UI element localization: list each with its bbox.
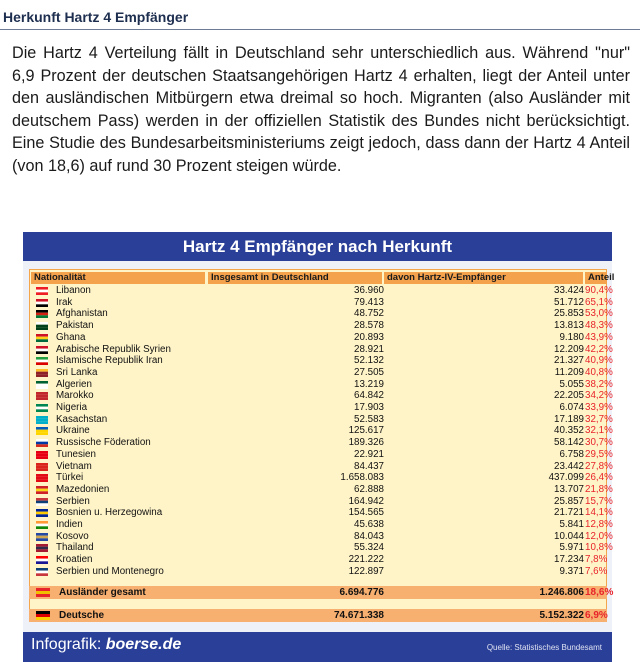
row-total: 55.324 bbox=[354, 542, 384, 554]
table-row bbox=[31, 425, 613, 437]
brand-prefix: Infografik: bbox=[31, 636, 106, 653]
row-total: 45.638 bbox=[354, 519, 384, 530]
flag-icon bbox=[36, 404, 48, 412]
row-nationality: Ghana bbox=[56, 331, 86, 343]
table-row bbox=[31, 413, 613, 426]
row-total: 36.960 bbox=[354, 285, 384, 296]
row-hartz4: 5.841 bbox=[559, 519, 584, 530]
row-total: 122.897 bbox=[348, 565, 384, 577]
column-header-total: Insgesamt in Deutschland bbox=[208, 272, 382, 284]
table-row bbox=[31, 331, 613, 344]
row-hartz4: 5.971 bbox=[559, 542, 584, 554]
row-total: 164.942 bbox=[348, 495, 384, 507]
row-nationality: Nigeria bbox=[56, 402, 88, 413]
row-nationality: Kroatien bbox=[56, 554, 93, 566]
flag-icon bbox=[36, 381, 48, 389]
flag-icon bbox=[36, 498, 48, 506]
row-total: 48.752 bbox=[354, 308, 384, 320]
row-nationality: Islamische Republik Iran bbox=[56, 355, 163, 367]
row-total: 125.617 bbox=[348, 425, 384, 437]
header-divider bbox=[0, 29, 640, 30]
row-hartz4: 9.371 bbox=[559, 565, 584, 577]
table-row bbox=[31, 519, 613, 531]
row-hartz4: 22.205 bbox=[554, 390, 584, 402]
row-nationality: Pakistan bbox=[56, 320, 94, 332]
row-hartz4: 21.327 bbox=[554, 355, 584, 367]
brand-name: boerse.de bbox=[105, 636, 182, 653]
table-row bbox=[31, 495, 613, 508]
row-nationality: Mazedonien bbox=[56, 483, 110, 495]
row-share: 27,8% bbox=[585, 460, 613, 472]
flag-icon bbox=[36, 287, 48, 295]
row-hartz4: 17.189 bbox=[554, 413, 584, 425]
table-row bbox=[31, 343, 613, 356]
row-hartz4: 12.209 bbox=[554, 343, 584, 355]
page-title: Herkunft Hartz 4 Empfänger bbox=[3, 9, 189, 25]
summary-share: 6,9% bbox=[585, 610, 608, 621]
table-row bbox=[31, 355, 613, 367]
row-total: 64.842 bbox=[354, 390, 384, 402]
summary-label: Ausländer gesamt bbox=[59, 587, 146, 598]
row-nationality: Thailand bbox=[56, 542, 94, 554]
flag-icon bbox=[36, 544, 48, 552]
row-nationality: Russische Föderation bbox=[56, 437, 151, 449]
flag-icon bbox=[36, 463, 48, 471]
source-note: Quelle: Statistisches Bundesamt bbox=[486, 643, 602, 652]
flag-icon bbox=[36, 392, 48, 400]
row-share: 38,2% bbox=[585, 378, 613, 390]
row-share: 43,9% bbox=[585, 331, 613, 343]
row-hartz4: 25.853 bbox=[554, 308, 584, 320]
summary-total: 6.694.776 bbox=[339, 587, 384, 598]
row-share: 65,1% bbox=[585, 296, 613, 308]
flag-icon bbox=[36, 486, 48, 494]
row-nationality: Marokko bbox=[56, 390, 94, 402]
row-share: 33,9% bbox=[585, 402, 613, 413]
flag-icon bbox=[36, 474, 48, 482]
row-nationality: Serbien und Montenegro bbox=[56, 565, 164, 577]
row-share: 12,8% bbox=[585, 519, 613, 530]
brand-logo bbox=[31, 636, 181, 654]
row-share: 32,7% bbox=[585, 413, 613, 425]
row-hartz4: 13.813 bbox=[554, 320, 584, 332]
row-share: 34,2% bbox=[585, 390, 613, 402]
flag-icon bbox=[36, 369, 48, 377]
flag-icon bbox=[36, 568, 48, 576]
table-row bbox=[31, 285, 613, 297]
flag-icon bbox=[36, 439, 48, 447]
summary-row bbox=[29, 586, 614, 599]
row-total: 84.043 bbox=[354, 530, 384, 542]
table-row bbox=[31, 308, 613, 320]
row-nationality: Algerien bbox=[56, 378, 92, 390]
row-total: 52.583 bbox=[354, 413, 384, 425]
row-nationality: Sri Lanka bbox=[56, 366, 98, 378]
infographic-footer bbox=[23, 632, 612, 662]
flag-icon bbox=[36, 533, 48, 541]
row-total: 17.903 bbox=[354, 402, 384, 413]
row-total: 154.565 bbox=[348, 507, 384, 519]
row-share: 42,2% bbox=[585, 343, 613, 355]
row-hartz4: 23.442 bbox=[554, 460, 584, 472]
flag-icon bbox=[36, 521, 48, 529]
table-row bbox=[31, 554, 607, 566]
row-share: 40,9% bbox=[585, 355, 613, 367]
table-row bbox=[31, 542, 613, 554]
row-total: 20.893 bbox=[354, 331, 384, 343]
row-share: 40,8% bbox=[585, 366, 613, 378]
infographic-title: Hartz 4 Empfänger nach Herkunft bbox=[23, 232, 612, 261]
row-hartz4: 11.209 bbox=[554, 366, 584, 378]
row-hartz4: 58.142 bbox=[554, 437, 584, 449]
row-total: 13.219 bbox=[354, 378, 384, 390]
row-nationality: Ukraine bbox=[56, 425, 90, 437]
row-share: 53,0% bbox=[585, 308, 613, 320]
column-header-nationality: Nationalität bbox=[31, 272, 205, 284]
flag-icon bbox=[36, 322, 48, 330]
row-nationality: Libanon bbox=[56, 285, 91, 296]
summary-label: Deutsche bbox=[59, 610, 105, 621]
row-hartz4: 21.721 bbox=[554, 507, 584, 519]
row-hartz4: 6.074 bbox=[559, 402, 584, 413]
row-hartz4: 9.180 bbox=[559, 331, 584, 343]
row-nationality: Irak bbox=[56, 296, 73, 308]
table-row bbox=[31, 472, 613, 484]
row-total: 27.505 bbox=[354, 366, 384, 378]
flag-icon bbox=[36, 334, 48, 342]
row-hartz4: 13.707 bbox=[554, 483, 584, 495]
table-row bbox=[31, 483, 613, 496]
flag-icon bbox=[36, 346, 48, 354]
row-hartz4: 17.234 bbox=[554, 554, 584, 566]
row-hartz4: 25.857 bbox=[554, 495, 584, 507]
summary-row bbox=[29, 609, 607, 622]
row-share: 10,8% bbox=[585, 542, 613, 554]
flag-icon bbox=[36, 416, 48, 424]
table-row bbox=[31, 566, 607, 578]
row-total: 28.578 bbox=[354, 320, 384, 332]
row-share: 12,0% bbox=[585, 530, 613, 542]
row-nationality: Kosovo bbox=[56, 530, 89, 542]
row-hartz4: 5.055 bbox=[559, 378, 584, 390]
table-row bbox=[31, 366, 613, 379]
row-share: 30,7% bbox=[585, 437, 613, 449]
row-nationality: Arabische Republik Syrien bbox=[56, 343, 171, 355]
table-row bbox=[31, 460, 613, 473]
table-row bbox=[31, 378, 613, 391]
row-hartz4: 6.758 bbox=[559, 448, 584, 460]
row-total: 221.222 bbox=[348, 554, 384, 566]
row-total: 28.921 bbox=[354, 343, 384, 355]
table-row bbox=[31, 507, 613, 519]
table-row bbox=[31, 402, 613, 414]
row-total: 189.326 bbox=[348, 437, 384, 449]
row-hartz4: 33.424 bbox=[554, 285, 584, 296]
row-share: 21,8% bbox=[585, 483, 613, 495]
row-share: 90,4% bbox=[585, 285, 613, 296]
flag-icon bbox=[36, 299, 48, 307]
row-share: 7,6% bbox=[585, 565, 608, 577]
row-share: 32,1% bbox=[585, 425, 613, 437]
row-total: 52.132 bbox=[354, 355, 384, 367]
flag-icon bbox=[36, 509, 48, 517]
row-hartz4: 437.099 bbox=[548, 472, 584, 484]
flag-icon bbox=[36, 357, 48, 365]
page-header bbox=[0, 0, 640, 28]
table-row bbox=[31, 296, 613, 309]
row-nationality: Kasachstan bbox=[56, 413, 108, 425]
summary-hartz4: 1.246.806 bbox=[539, 587, 584, 598]
row-total: 1.658.083 bbox=[340, 472, 384, 484]
row-nationality: Türkei bbox=[56, 472, 84, 484]
row-hartz4: 10.044 bbox=[554, 530, 584, 542]
summary-total: 74.671.338 bbox=[333, 610, 384, 621]
row-share: 14,1% bbox=[585, 507, 613, 519]
row-nationality: Vietnam bbox=[56, 460, 92, 472]
column-header-share: Anteil bbox=[585, 272, 607, 284]
row-nationality: Serbien bbox=[56, 495, 90, 507]
row-nationality: Afghanistan bbox=[56, 308, 108, 320]
flag-icon bbox=[36, 451, 48, 459]
row-share: 26,4% bbox=[585, 472, 613, 484]
row-share: 15,7% bbox=[585, 495, 613, 507]
flag-icon bbox=[36, 556, 48, 564]
row-total: 79.413 bbox=[354, 296, 384, 308]
table-row bbox=[31, 320, 613, 332]
table-row bbox=[31, 437, 613, 449]
row-total: 22.921 bbox=[354, 448, 384, 460]
table-row bbox=[31, 448, 613, 461]
table-row bbox=[31, 530, 613, 543]
column-header-hartz4: davon Hartz-IV-Empfänger bbox=[384, 272, 583, 284]
summary-hartz4: 5.152.322 bbox=[539, 610, 584, 621]
row-share: 48,3% bbox=[585, 320, 613, 332]
row-total: 62.888 bbox=[354, 483, 384, 495]
flag-icon bbox=[36, 588, 50, 597]
row-nationality: Bosnien u. Herzegowina bbox=[56, 507, 163, 519]
row-share: 7,8% bbox=[585, 554, 608, 566]
table-row bbox=[31, 390, 613, 402]
row-total: 84.437 bbox=[354, 460, 384, 472]
flag-icon bbox=[36, 611, 50, 620]
flag-icon bbox=[36, 427, 48, 435]
article-text: Die Hartz 4 Verteilung fällt in Deutschland sehr unterschiedlich aus. Während "nur" 6,9 Prozent der deutschen Staatsangehörigen Hartz 4 erhalten, liegt der Anteil unter den ausländischen Mitbürgern etwa dreimal so hoch. Migranten (also Ausländer mit deutschem Pass) werden in der offiziellen Statistik des Bundes nicht berücksichtigt. Eine Studie des Bundesarbeitsministeriums zeigt jedoch, dass dann der Hartz 4 Anteil (von 18,6) auf rund 30 Prozent steigen würde. bbox=[12, 44, 630, 175]
infographic bbox=[23, 232, 615, 662]
row-nationality: Indien bbox=[56, 519, 83, 530]
flag-icon bbox=[36, 310, 48, 318]
row-share: 29,5% bbox=[585, 448, 613, 460]
row-nationality: Tunesien bbox=[56, 448, 96, 460]
row-hartz4: 51.712 bbox=[554, 296, 584, 308]
summary-share: 18,6% bbox=[585, 587, 614, 598]
row-hartz4: 40.352 bbox=[554, 425, 584, 437]
